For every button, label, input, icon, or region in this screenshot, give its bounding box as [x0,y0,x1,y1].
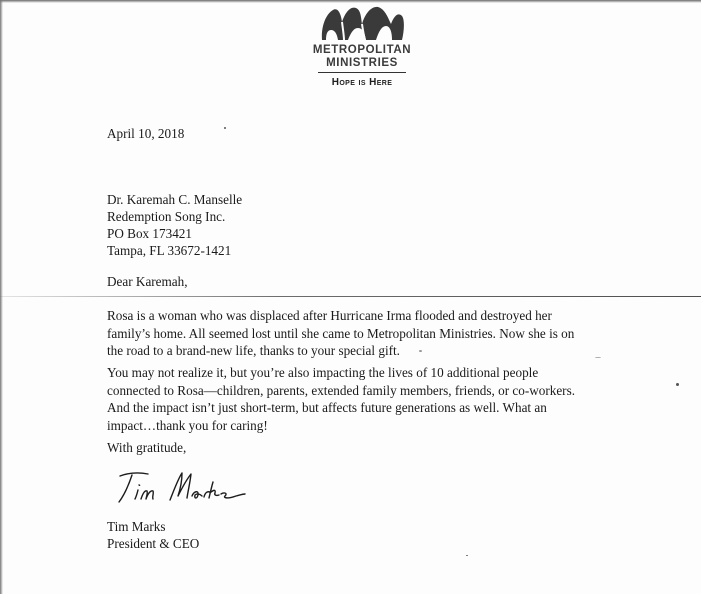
paragraph-line: And the impact isn’t just short-term, but affects future generations as well. What an [107,400,547,415]
paragraph-line: family’s home. All seemed lost until she came to Metropolitan Ministries. Now she is on [107,325,575,341]
paragraph-line: impact…thank you for caring! [107,417,268,433]
signer-title: President & CEO [107,536,200,551]
recipient-address-line2: Tampa, FL 33672-1421 [107,243,232,258]
paragraph-line: the road to a brand-new life, thanks to your special gift. [107,343,400,358]
paragraph-line: connected to Rosa—children, parents, extended family members, friends, or co-workers. [107,382,576,398]
salutation: Dear Karemah, [107,274,188,289]
letterhead-logo [300,4,424,94]
recipient-address-line1: PO Box 173421 [107,226,192,241]
closing: With gratitude, [107,440,187,455]
paper-fold-line [0,296,701,297]
org-name-line1: METROPOLITAN [312,44,412,56]
body-paragraph-2 [107,364,575,434]
letter-date: April 10, 2018 [107,126,185,141]
scan-speck [595,357,601,358]
org-tagline: Hope is Here [331,77,393,88]
org-name-line2: MINISTRIES [326,57,398,69]
scan-speck [466,555,468,556]
scan-speck [224,127,226,129]
recipient-name: Dr. Karemah C. Manselle [107,192,243,207]
paragraph-line: You may not realize it, but you’re also impacting the lives of 10 additional people [107,365,539,380]
recipient-organization: Redemption Song Inc. [107,209,226,224]
scan-edge-left [0,0,3,594]
paragraph-line: Rosa is a woman who was displaced after Hurricane Irma flooded and destroyed her [107,308,552,323]
body-paragraph-1 [107,307,574,360]
scan-edge-top [0,0,701,3]
three-arched-peaks-icon [318,4,406,42]
logo-divider [318,72,406,73]
handwritten-signature [112,466,252,508]
signer-name: Tim Marks [107,519,166,534]
scan-speck [676,383,679,386]
